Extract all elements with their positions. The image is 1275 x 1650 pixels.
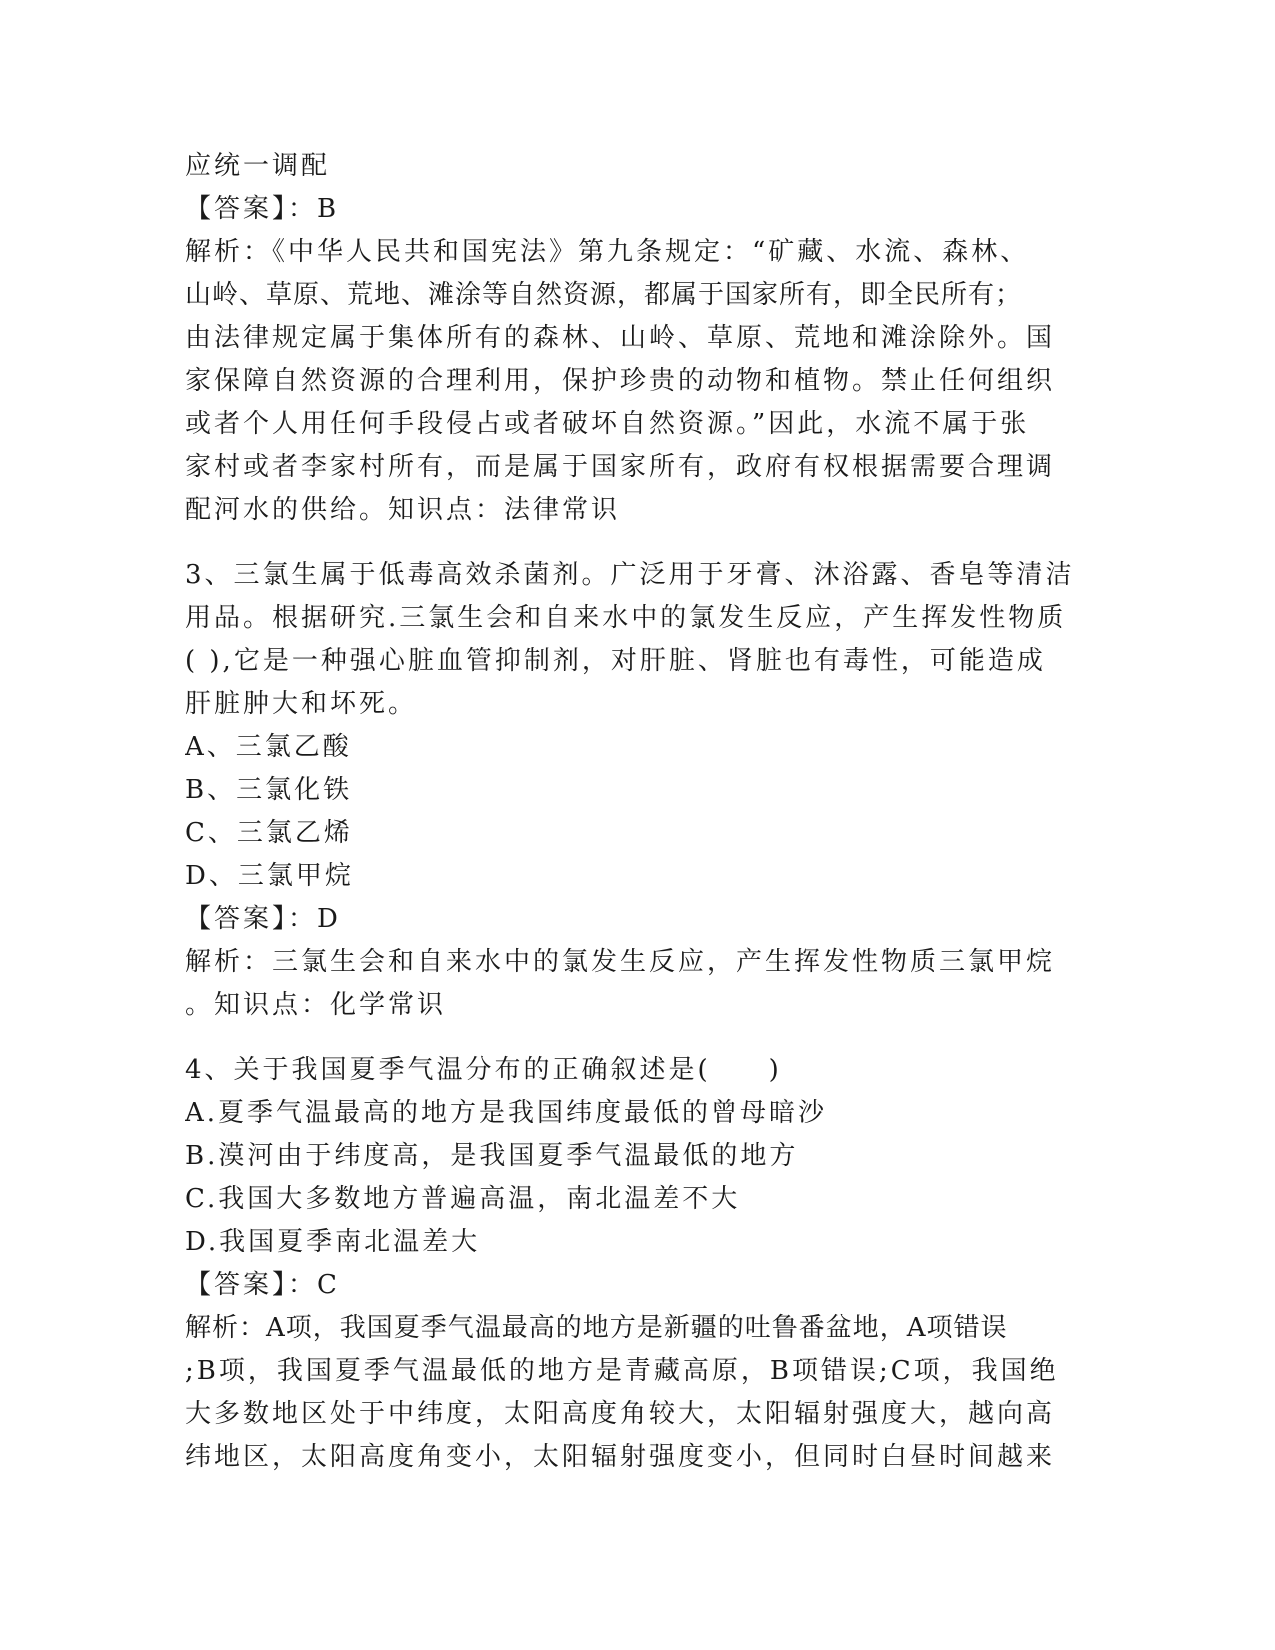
q4-stem: 4、关于我国夏季气温分布的正确叙述是( )	[185, 1055, 782, 1085]
prev-analysis-line: 山岭、草原、荒地、滩涂等自然资源，都属于国家所有，即全民所有；	[185, 280, 1023, 310]
prev-question-tail: 应统一调配	[185, 151, 331, 181]
q4-analysis-line: 纬地区，太阳高度角变小，太阳辐射强度变小，但同时白昼时间越来	[185, 1442, 1056, 1472]
document-page	[185, 145, 1075, 1479]
q3-option-b: B、三氯化铁	[185, 775, 353, 805]
q3-stem-line: 3、三氯生属于低毒高效杀菌剂。广泛用于牙膏、沐浴露、香皂等清洁	[185, 560, 1075, 590]
q4-answer: 【答案】：C	[185, 1270, 340, 1300]
prev-analysis-line: 家村或者李家村所有，而是属于国家所有，政府有权根据需要合理调	[185, 452, 1056, 482]
q4-option-d: D.我国夏季南北温差大	[185, 1227, 481, 1257]
q4-option-c: C.我国大多数地方普遍高温，南北温差不大	[185, 1184, 741, 1214]
q3-answer: 【答案】：D	[185, 904, 341, 934]
prev-analysis-line: 由法律规定属于集体所有的森林、山岭、草原、荒地和滩涂除外。国	[185, 323, 1056, 353]
q3-option-d: D、三氯甲烷	[185, 861, 354, 891]
prev-analysis-line: 或者个人用任何手段侵占或者破坏自然资源。”因此，水流不属于张	[185, 409, 1030, 439]
spacer	[185, 1027, 1075, 1049]
q3-option-a: A、三氯乙酸	[185, 732, 352, 762]
prev-analysis-line: 解析：《中华人民共和国宪法》第九条规定：“矿藏、水流、森林、	[185, 237, 1030, 267]
q3-stem-line: ( ),它是一种强心脏血管抑制剂，对肝脏、肾脏也有毒性，可能造成	[185, 646, 1046, 676]
q4-analysis-line: ;B项，我国夏季气温最低的地方是青藏高原，B项错误;C项，我国绝	[185, 1356, 1059, 1386]
q3-analysis-line: 解析：三氯生会和自来水中的氯发生反应，产生挥发性物质三氯甲烷	[185, 947, 1056, 977]
q3-analysis-line: 。知识点：化学常识	[185, 990, 447, 1020]
q4-analysis-line: 大多数地区处于中纬度，太阳高度角较大，太阳辐射强度大，越向高	[185, 1399, 1056, 1429]
q3-stem-line: 肝脏肿大和坏死。	[185, 689, 418, 719]
prev-analysis-line: 配河水的供给。知识点：法律常识	[185, 495, 621, 525]
spacer	[185, 532, 1075, 554]
prev-analysis-line: 家保障自然资源的合理利用，保护珍贵的动物和植物。禁止任何组织	[185, 366, 1056, 396]
q3-stem-line: 用品。根据研究.三氯生会和自来水中的氯发生反应，产生挥发性物质	[185, 603, 1067, 633]
q3-option-c: C、三氯乙烯	[185, 818, 353, 848]
q4-option-b: B.漠河由于纬度高，是我国夏季气温最低的地方	[185, 1141, 799, 1171]
q4-analysis-line: 解析：A项，我国夏季气温最高的地方是新疆的吐鲁番盆地，A项错误	[185, 1313, 1008, 1343]
prev-answer: 【答案】：B	[185, 194, 340, 224]
q4-option-a: A.夏季气温最高的地方是我国纬度最低的曾母暗沙	[185, 1098, 828, 1128]
